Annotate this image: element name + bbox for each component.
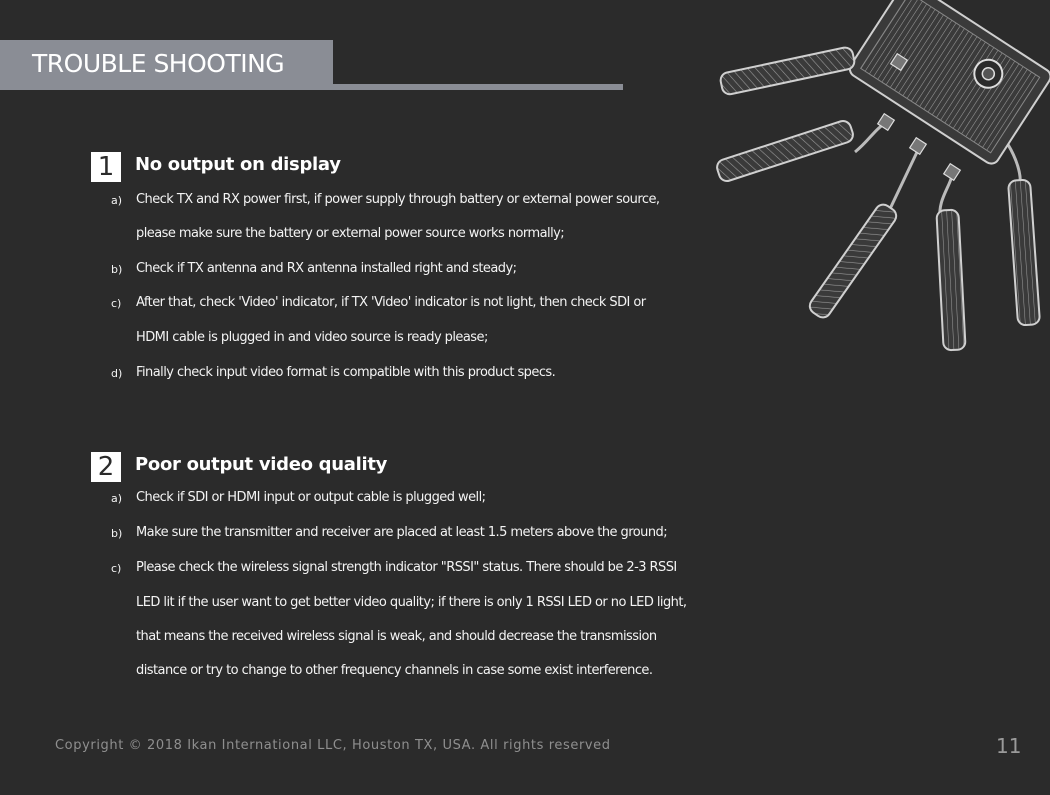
section-title: No output on display	[135, 154, 341, 175]
page-number: 11	[996, 734, 1022, 758]
list-item-text: please make sure the battery or external power source works normally;	[136, 226, 565, 241]
list-marker: b)	[111, 263, 123, 276]
section-number-badge: 2	[91, 452, 121, 482]
list-item-text: Check if TX antenna and RX antenna installed right and steady;	[136, 261, 517, 276]
section-title: Poor output video quality	[135, 454, 388, 475]
list-item-text: Check if SDI or HDMI input or output cable is plugged well;	[136, 490, 486, 505]
list-item-text: Make sure the transmitter and receiver are placed at least 1.5 meters above the ground;	[136, 525, 668, 540]
list-marker: b)	[111, 527, 123, 540]
page-title: TROUBLE SHOOTING	[32, 49, 285, 78]
wireless-transmitter-illustration	[700, 0, 1050, 360]
list-item-text: Check TX and RX power first, if power supply through battery or external power source,	[136, 192, 660, 207]
list-item-text: HDMI cable is plugged in and video source is ready please;	[136, 330, 488, 345]
list-item-text: LED lit if the user want to get better video quality; if there is only 1 RSSI LED or no LED light,	[136, 595, 687, 610]
list-marker: a)	[111, 194, 123, 207]
list-marker: d)	[111, 367, 123, 380]
list-marker: c)	[111, 562, 122, 575]
header-rule	[0, 84, 623, 90]
list-item-text: Please check the wireless signal strength indicator "RSSI" status. There should be 2-3 RSSI	[136, 560, 677, 575]
list-marker: a)	[111, 492, 123, 505]
list-item-text: Finally check input video format is compatible with this product specs.	[136, 365, 556, 380]
section-number-badge: 1	[91, 152, 121, 182]
copyright-footer: Copyright © 2018 Ikan International LLC, Houston TX, USA. All rights reserved	[55, 738, 611, 753]
list-item-text: After that, check 'Video' indicator, if TX 'Video' indicator is not light, then check SDI or	[136, 295, 646, 310]
list-item-text: distance or try to change to other frequency channels in case some exist interference.	[136, 663, 653, 678]
list-item-text: that means the received wireless signal is weak, and should decrease the transmission	[136, 629, 657, 644]
list-marker: c)	[111, 297, 122, 310]
